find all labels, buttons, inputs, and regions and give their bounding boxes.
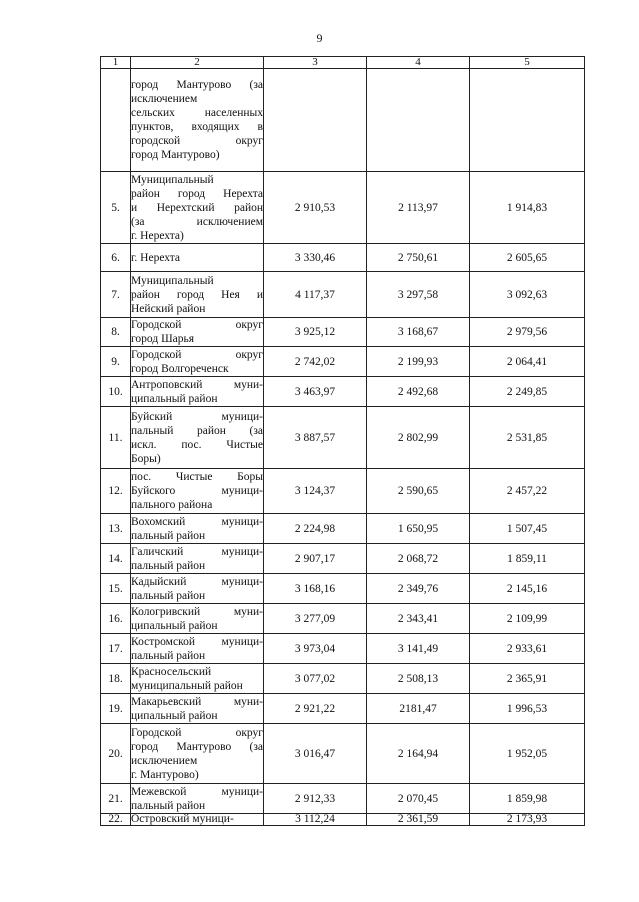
municipality-name-line: Буйский муници-	[131, 410, 263, 423]
municipality-name	[131, 244, 264, 272]
value-col-5	[470, 69, 585, 172]
table-header-row	[101, 57, 585, 69]
municipality-name-line: г. Нерехта	[131, 251, 181, 264]
table-row	[101, 272, 585, 318]
header-cell: 1	[101, 57, 131, 69]
value-col-5: 2 064,41	[470, 347, 585, 377]
municipality-name	[131, 377, 264, 407]
municipality-name-line: г. Нерехта)	[131, 229, 184, 242]
value-col-5: 2 457,22	[470, 469, 585, 514]
municipality-name-line: и Нерехтский район	[131, 201, 263, 214]
value-col-5: 1 507,45	[470, 514, 585, 544]
value-col-3: 3 973,04	[264, 634, 367, 664]
row-number: 21.	[101, 784, 131, 814]
table-row	[101, 514, 585, 544]
value-col-4: 3 168,67	[367, 318, 470, 347]
table-row	[101, 724, 585, 784]
value-col-4: 2 590,65	[367, 469, 470, 514]
value-col-3: 3 887,57	[264, 407, 367, 469]
municipality-name-line: город Мантурово (за	[131, 79, 263, 91]
municipality-name-line: исключением	[131, 93, 198, 105]
row-number: 16.	[101, 604, 131, 634]
table-row	[101, 407, 585, 469]
value-col-3: 3 016,47	[264, 724, 367, 784]
value-col-3: 3 124,37	[264, 469, 367, 514]
municipality-name-line: искл. пос. Чистые	[131, 438, 263, 451]
municipality-name-line: Буйского муници-	[131, 485, 263, 497]
municipality-name-line: пальный район (за	[131, 424, 263, 437]
municipality-name-line: Макарьевский муни-	[131, 695, 263, 708]
value-col-5: 2 979,56	[470, 318, 585, 347]
table-row	[101, 172, 585, 244]
municipality-name-line: ципальный район	[131, 709, 218, 722]
value-col-4: 2 068,72	[367, 544, 470, 574]
row-number: 7.	[101, 272, 131, 318]
table-row	[101, 664, 585, 694]
row-number: 13.	[101, 514, 131, 544]
value-col-4: 2 199,93	[367, 347, 470, 377]
value-col-3: 2 907,17	[264, 544, 367, 574]
municipality-name-line: пальный район	[131, 799, 206, 812]
municipality-name-line: город Волгореченск	[131, 362, 229, 375]
municipality-name	[131, 318, 264, 347]
row-number: 22.	[101, 814, 131, 826]
municipality-name	[131, 469, 264, 514]
page-number: 9	[316, 31, 323, 45]
value-col-5: 2 249,85	[470, 377, 585, 407]
municipality-name	[131, 634, 264, 664]
municipality-name-line: район город Нея и	[131, 288, 263, 301]
municipality-name-line: Городской округ	[131, 319, 263, 331]
value-col-4: 2181,47	[367, 694, 470, 724]
municipality-name-line: пальный район	[131, 589, 206, 602]
value-col-3: 3 330,46	[264, 244, 367, 272]
row-number: 6.	[101, 244, 131, 272]
value-col-5: 2 173,93	[470, 814, 585, 826]
row-number: 15.	[101, 574, 131, 604]
municipality-name-line: Костромской муници-	[131, 635, 263, 648]
municipality-name	[131, 69, 264, 172]
value-col-5: 1 914,83	[470, 172, 585, 244]
municipality-name-line: пос. Чистые Боры	[131, 471, 263, 483]
table-row	[101, 244, 585, 272]
municipality-name	[131, 724, 264, 784]
municipality-name-line: сельских населенных	[131, 107, 263, 119]
value-col-3: 3 077,02	[264, 664, 367, 694]
municipality-name-line: район город Нерехта	[131, 187, 263, 200]
value-col-4: 3 297,58	[367, 272, 470, 318]
header-cell: 5	[470, 57, 585, 69]
header-cell: 2	[131, 57, 264, 69]
value-col-5: 1 952,05	[470, 724, 585, 784]
value-col-4: 2 361,59	[367, 814, 470, 826]
municipality-name-line: пунктов, входящих в	[131, 121, 263, 133]
municipality-name-line: Кологривский муни-	[131, 605, 263, 618]
value-col-4: 2 164,94	[367, 724, 470, 784]
row-number: 8.	[101, 318, 131, 347]
value-col-3: 3 463,97	[264, 377, 367, 407]
value-col-5: 1 996,53	[470, 694, 585, 724]
table-row	[101, 347, 585, 377]
municipality-name-line: (за исключением	[131, 215, 263, 228]
value-col-3: 3 277,09	[264, 604, 367, 634]
municipality-name-line: пальный район	[131, 559, 206, 572]
municipality-name	[131, 514, 264, 544]
value-col-4: 2 343,41	[367, 604, 470, 634]
value-col-4: 2 802,99	[367, 407, 470, 469]
municipality-name-line: г. Мантурово)	[131, 768, 199, 781]
value-col-5: 2 933,61	[470, 634, 585, 664]
value-col-4: 2 492,68	[367, 377, 470, 407]
value-col-4: 3 141,49	[367, 634, 470, 664]
value-col-5: 3 092,63	[470, 272, 585, 318]
row-number: 14.	[101, 544, 131, 574]
municipality-name-line: город Шарья	[131, 333, 195, 345]
municipality-name	[131, 347, 264, 377]
row-number: 5.	[101, 172, 131, 244]
value-col-4	[367, 69, 470, 172]
municipality-name	[131, 784, 264, 814]
row-number: 9.	[101, 347, 131, 377]
municipality-name-line: Муниципальный	[131, 173, 214, 186]
header-cell: 4	[367, 57, 470, 69]
value-col-4: 2 349,76	[367, 574, 470, 604]
table-row	[101, 784, 585, 814]
municipality-name-line: городской округ	[131, 135, 263, 147]
value-col-5: 2 365,91	[470, 664, 585, 694]
municipality-name-line: пальный район	[131, 529, 206, 542]
municipality-name-line: Кадыйский муници-	[131, 575, 263, 588]
value-col-3: 2 910,53	[264, 172, 367, 244]
value-col-4: 2 508,13	[367, 664, 470, 694]
municipality-name	[131, 574, 264, 604]
municipality-name	[131, 544, 264, 574]
row-number: 19.	[101, 694, 131, 724]
value-col-5: 2 109,99	[470, 604, 585, 634]
tariff-table	[100, 56, 585, 826]
municipality-name-line: ципальный район	[131, 619, 218, 632]
table-body	[101, 57, 585, 826]
value-col-4: 2 750,61	[367, 244, 470, 272]
municipality-name-line: город Мантурово (за	[131, 740, 263, 753]
municipality-name	[131, 604, 264, 634]
value-col-3: 2 912,33	[264, 784, 367, 814]
municipality-name-line: Антроповский муни-	[131, 378, 263, 391]
value-col-5: 1 859,11	[470, 544, 585, 574]
municipality-name-line: Городской округ	[131, 726, 263, 739]
row-number: 10.	[101, 377, 131, 407]
table-row	[101, 69, 585, 172]
row-number: 17.	[101, 634, 131, 664]
table-row	[101, 469, 585, 514]
value-col-4: 1 650,95	[367, 514, 470, 544]
municipality-name-line: город Мантурово)	[131, 149, 220, 161]
municipality-name	[131, 272, 264, 318]
municipality-name-line: исключением	[131, 754, 198, 767]
municipality-name	[131, 664, 264, 694]
table-row	[101, 574, 585, 604]
municipality-name-line: ципальный район	[131, 392, 218, 405]
value-col-3: 4 117,37	[264, 272, 367, 318]
table-row	[101, 694, 585, 724]
value-col-5: 1 859,98	[470, 784, 585, 814]
table-row	[101, 544, 585, 574]
header-cell: 3	[264, 57, 367, 69]
value-col-3: 2 742,02	[264, 347, 367, 377]
municipality-name-line: Красносельский	[131, 665, 212, 678]
municipality-name-line: Нейский район	[131, 302, 206, 315]
municipality-name-line: муниципальный район	[131, 679, 243, 692]
table-row	[101, 604, 585, 634]
value-col-3	[264, 69, 367, 172]
municipality-name-line: Городской округ	[131, 348, 263, 361]
value-col-4: 2 113,97	[367, 172, 470, 244]
municipality-name-line: Вохомский муници-	[131, 515, 263, 528]
value-col-5: 2 605,65	[470, 244, 585, 272]
municipality-name-line: пального района	[131, 499, 213, 511]
municipality-name	[131, 172, 264, 244]
row-number: 20.	[101, 724, 131, 784]
municipality-name-line: Галичский муници-	[131, 545, 263, 558]
value-col-4: 2 070,45	[367, 784, 470, 814]
row-number: 12.	[101, 469, 131, 514]
table-row	[101, 318, 585, 347]
municipality-name-line: пальный район	[131, 649, 206, 662]
value-col-3: 3 168,16	[264, 574, 367, 604]
value-col-3: 3 112,24	[264, 814, 367, 826]
table-row	[101, 634, 585, 664]
table-row	[101, 814, 585, 826]
value-col-3: 3 925,12	[264, 318, 367, 347]
row-number	[101, 69, 131, 172]
table-row	[101, 377, 585, 407]
municipality-name-line: Межевской муници-	[131, 785, 263, 798]
municipality-name	[131, 814, 264, 826]
value-col-5: 2 531,85	[470, 407, 585, 469]
row-number: 11.	[101, 407, 131, 469]
value-col-3: 2 921,22	[264, 694, 367, 724]
municipality-name-line: Боры)	[131, 452, 161, 465]
row-number: 18.	[101, 664, 131, 694]
municipality-name-line: Островский муници-	[131, 813, 234, 825]
municipality-name	[131, 407, 264, 469]
municipality-name	[131, 694, 264, 724]
value-col-3: 2 224,98	[264, 514, 367, 544]
municipality-name-line: Муниципальный	[131, 274, 214, 287]
value-col-5: 2 145,16	[470, 574, 585, 604]
